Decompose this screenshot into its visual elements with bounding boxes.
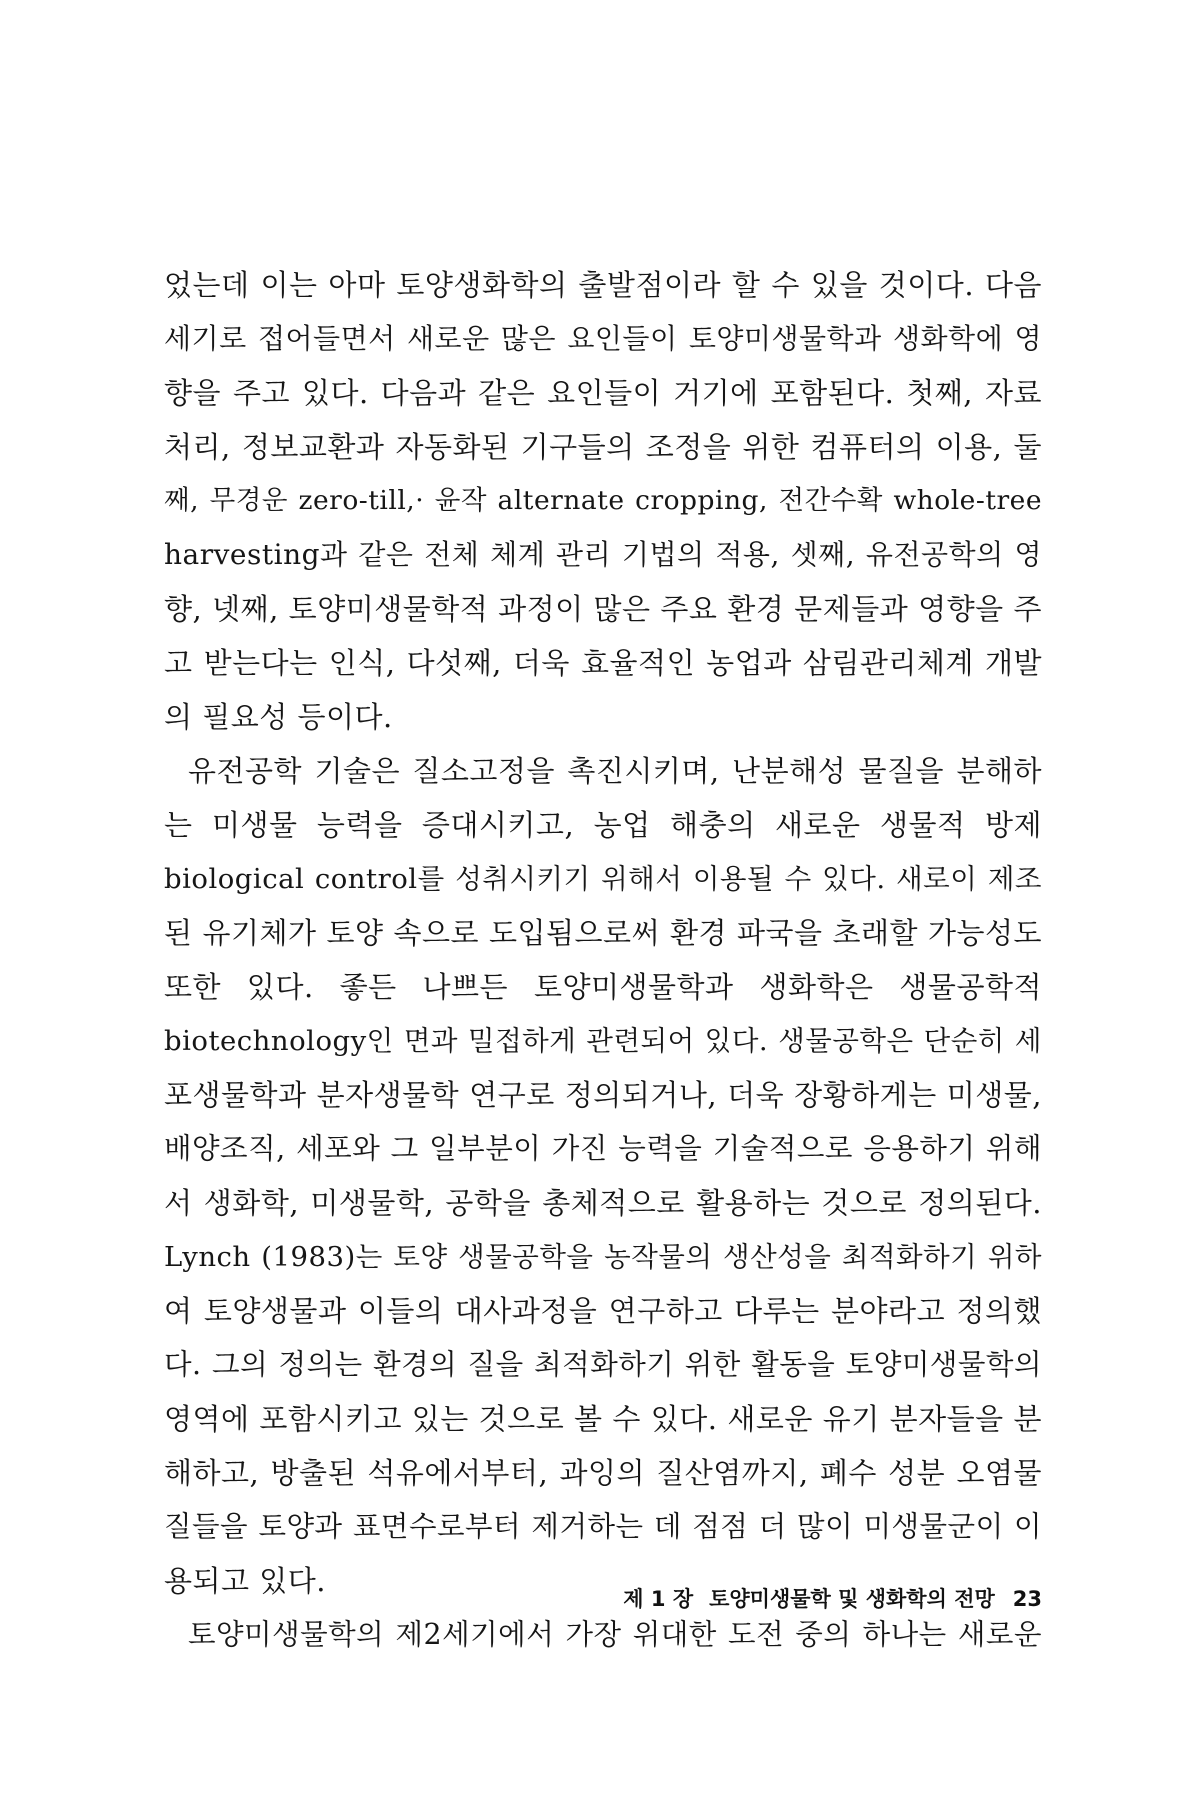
text-line: 세기로 접어들면서 새로운 많은 요인들이 토양미생물학과 생화학에 영 [164,322,1042,355]
text-line: Lynch (1983)는 토양 생물공학을 농작물의 생산성을 최적화하기 위하 [164,1241,1042,1273]
text-line: biotechnology인 면과 밀접하게 관련되어 있다. 생물공학은 단순히 세 [164,1025,1042,1057]
text-line: 여 토양생물과 이들의 대사과정을 연구하고 다루는 분야라고 정의했 [164,1294,1042,1328]
text-line: 또한 있다. 좋든 나쁘든 토양미생물학과 생화학은 생물공학적 [164,970,1042,1004]
text-line: 해하고, 방출된 석유에서부터, 과잉의 질산염까지, 폐수 성분 오염물 [164,1456,1042,1490]
text-line: 다. 그의 정의는 환경의 질을 최적화하기 위한 활동을 토양미생물학의 [164,1348,1042,1381]
text-line: 서 생화학, 미생물학, 공학을 총체적으로 활용하는 것으로 정의된다. [164,1186,1042,1220]
text-line: 고 받는다는 인식, 다섯째, 더욱 효율적인 농업과 삼림관리체계 개발 [164,646,1042,680]
paragraph-3 [164,1608,1042,1662]
text-line: 유전공학 기술은 질소고정을 촉진시키며, 난분해성 물질을 분해하 [188,754,1042,788]
text-line: 째, 무경운 zero-till,· 윤작 alternate cropping, 전간수확 whole-tree [164,485,1042,516]
text-line: 포생물학과 분자생물학 연구로 정의되거나, 더욱 장황하게는 미생물, [164,1078,1042,1112]
text-line: harvesting과 같은 전체 체계 관리 기법의 적용, 셋째, 유전공학의 영 [164,538,1042,571]
text-line: 는 미생물 능력을 증대시키고, 농업 해충의 새로운 생물적 방제 [164,808,1042,842]
footer-title: 토양미생물학 및 생화학의 전망 [709,1587,995,1611]
text-line: 배양조직, 세포와 그 일부분이 가진 능력을 기술적으로 응용하기 위해 [164,1132,1042,1165]
running-footer [0,1583,1042,1613]
text-line: 었는데 이는 아마 토양생화학의 출발점이라 할 수 있을 것이다. 다음 [164,268,1042,302]
text-line: 향, 넷째, 토양미생물학적 과정이 많은 주요 환경 문제들과 영향을 주 [164,592,1042,626]
footer-chapter: 제 1 장 [623,1587,694,1611]
text-line: 향을 주고 있다. 다음과 같은 요인들이 거기에 포함된다. 첫째, 자료 [164,376,1042,410]
text-line: 토양미생물학의 제2세기에서 가장 위대한 도전 중의 하나는 새로운 [188,1618,1042,1651]
text-line: 용되고 있다. [164,1564,327,1598]
paragraph-2 [164,744,1042,1608]
text-line: biological control를 성취시키기 위해서 이용될 수 있다. 새로이 제조 [164,863,1042,895]
text-line: 된 유기체가 토양 속으로 도입됨으로써 환경 파국을 초래할 가능성도 [164,916,1042,950]
text-line: 질들을 토양과 표면수로부터 제거하는 데 점점 더 많이 미생물군이 이 [164,1510,1042,1543]
body-text [164,258,1042,1662]
text-line: 처리, 정보교환과 자동화된 기구들의 조정을 위한 컴퓨터의 이용, 둘 [164,430,1042,464]
paragraph-1 [164,258,1042,744]
text-line: 의 필요성 등이다. [164,700,393,734]
page-number: 23 [1012,1587,1042,1611]
text-line: 영역에 포함시키고 있는 것으로 볼 수 있다. 새로운 유기 분자들을 분 [164,1402,1042,1436]
